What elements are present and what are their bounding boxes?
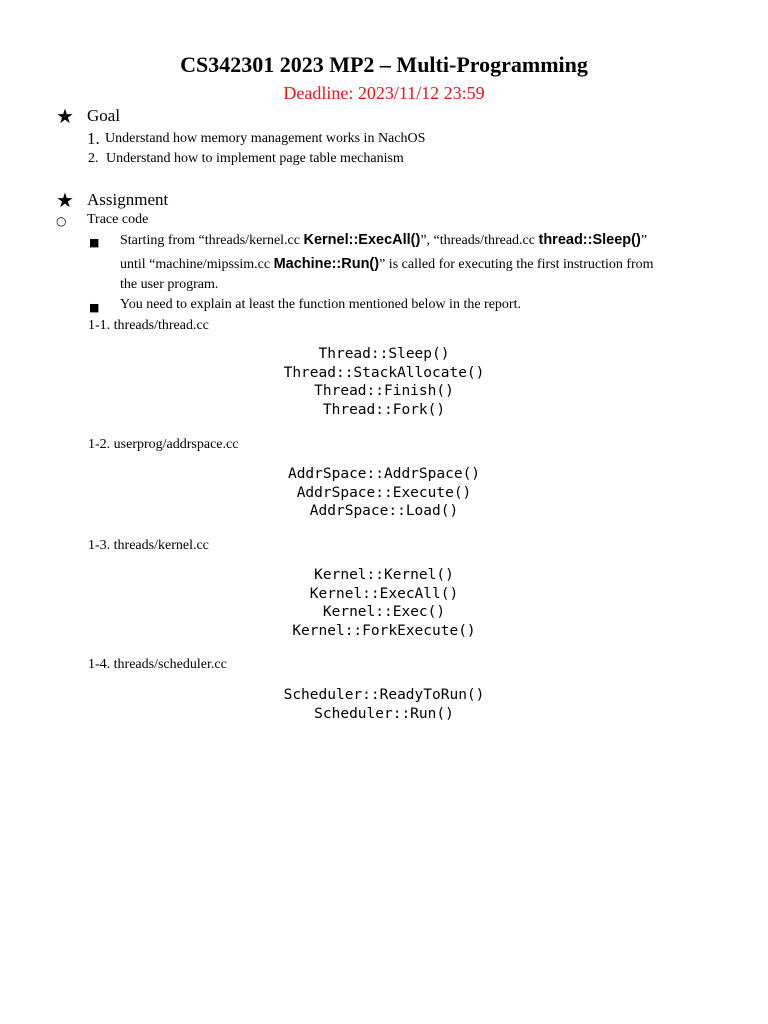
function-name: AddrSpace::Execute() (296, 484, 472, 501)
function-list (0, 345, 768, 419)
section-heading: 1-2. userprog/addrspace.cc (88, 437, 239, 452)
function-name: Thread::Sleep() (318, 346, 450, 362)
function-name: Kernel::Exec() (322, 604, 446, 620)
goal-item-text: Understand how to implement page table mechanism (106, 151, 404, 166)
section-heading: 1-4. threads/scheduler.cc (88, 657, 227, 672)
trace-instruction-line: You need to explain at least the function mentioned below in the report. (120, 297, 521, 312)
function-name: Kernel::Kernel() (314, 567, 454, 583)
function-name: AddrSpace::AddrSpace() (287, 466, 481, 482)
function-name: AddrSpace::Load() (309, 503, 459, 519)
function-list (0, 465, 768, 521)
trace-instruction-line: the user program. (120, 277, 219, 292)
section-heading: 1-1. threads/thread.cc (88, 318, 209, 333)
function-name: Kernel::ExecAll() (309, 585, 459, 602)
function-name: Thread::StackAllocate() (283, 364, 485, 381)
function-reference: Kernel::ExecAll() (303, 232, 421, 248)
function-name: Thread::Fork() (322, 401, 446, 418)
section-heading: 1-3. threads/kernel.cc (88, 538, 209, 553)
square-bullet-icon: ■ (89, 301, 100, 314)
square-bullet-icon: ■ (89, 236, 100, 249)
star-bullet-icon: ★ (56, 190, 74, 212)
star-bullet-icon: ★ (56, 106, 74, 128)
assignment-heading: Assignment (87, 190, 169, 209)
circle-bullet-icon: ○ (56, 214, 67, 228)
deadline-text: Deadline: 2023/11/12 23:59 (283, 83, 485, 103)
function-list (0, 686, 768, 723)
goal-item-text: Understand how memory management works in NachOS (105, 131, 426, 146)
function-reference: Machine::Run() (273, 256, 380, 272)
function-list (0, 566, 768, 640)
function-name: Kernel::ForkExecute() (292, 622, 476, 639)
goal-heading: Goal (87, 106, 121, 125)
function-name: Thread::Finish() (314, 383, 454, 399)
trace-instruction-line: Starting from “threads/kernel.cc Kernel::ExecAll()”, “threads/thread.cc thread::Sleep()” (120, 232, 648, 248)
document-title: CS342301 2023 MP2 – Multi-Programming (180, 52, 588, 77)
trace-code-label: Trace code (87, 212, 149, 227)
trace-instruction-line: until “machine/mipssim.cc Machine::Run()” is called for executing the first instruction from (120, 256, 654, 272)
function-name: Scheduler::Run() (314, 705, 454, 722)
goal-item-number: 2. (88, 151, 99, 166)
function-reference: thread::Sleep() (538, 232, 641, 248)
function-name: Scheduler::ReadyToRun() (283, 687, 485, 703)
goal-item-number: 1. (87, 129, 100, 148)
